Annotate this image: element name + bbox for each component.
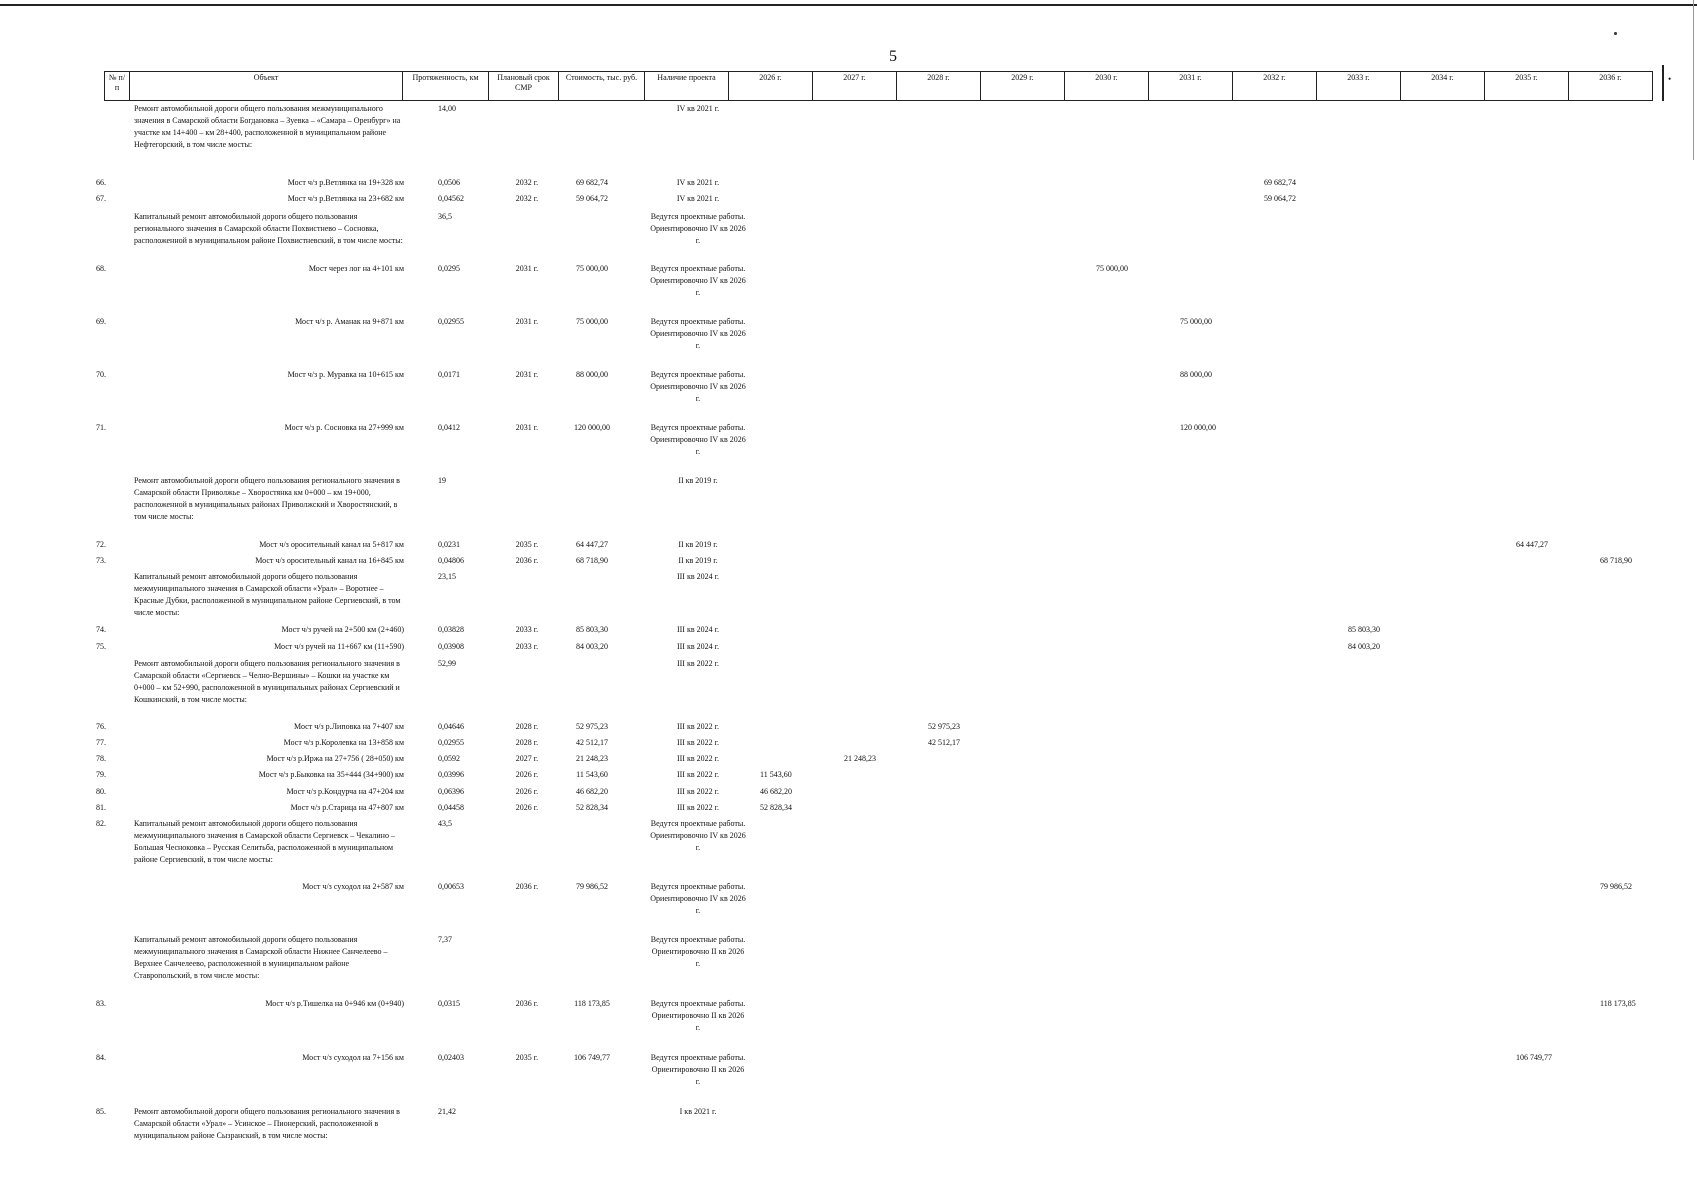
cost-value: 52 975,23	[576, 722, 608, 731]
length-km: 0,04646	[438, 722, 464, 731]
group-object-title: Ремонт автомобильной дороги общего пользования межмуниципального значения в Самарской области Богдановка – Зуевка – «Самара – Оренбург» на участке км 14+400 – км 28+400, расположенной в муниципальном районе Нефтегорский, в том числе мосты:	[134, 104, 401, 149]
bridge-object: Мост ч/з р.Иржа на 27+756 ( 28+050) км	[266, 754, 404, 763]
project-status: Ведутся проектные работы. Ориентировочно IV кв 2026 г.	[650, 819, 746, 852]
cost-value: 79 986,52	[576, 882, 608, 891]
length-km: 7,37	[438, 935, 452, 944]
project-status: Ведутся проектные работы. Ориентировочно IV кв 2026 г.	[650, 423, 746, 456]
row-number: 71.	[96, 423, 106, 432]
bridge-object: Мост ч/з р. Аманак на 9+871 км	[295, 317, 404, 326]
year-amount: 21 248,23	[844, 754, 876, 763]
header-year-2035: 2035 г.	[1485, 72, 1569, 101]
year-amount: 85 803,30	[1348, 625, 1380, 634]
plan-term: 2031 г.	[515, 317, 539, 326]
project-status: IV кв 2021 г.	[676, 104, 720, 113]
plan-term: 2036 г.	[515, 882, 539, 891]
row-number: 75.	[96, 642, 106, 651]
length-km: 19	[438, 476, 446, 485]
length-km: 52,99	[438, 659, 456, 668]
cost-value: 59 064,72	[576, 194, 608, 203]
header-object: Объект	[130, 72, 403, 101]
length-km: 0,0231	[438, 540, 460, 549]
length-km: 0,0171	[438, 370, 460, 379]
plan-term: 2036 г.	[515, 999, 539, 1008]
year-amount: 52 828,34	[760, 803, 792, 812]
length-km: 0,0315	[438, 999, 460, 1008]
plan-term: 2032 г.	[515, 194, 539, 203]
plan-term: 2028 г.	[515, 722, 539, 731]
cost-value: 75 000,00	[576, 317, 608, 326]
project-status: IV кв 2021 г.	[676, 178, 720, 187]
project-status: II кв 2019 г.	[678, 540, 718, 549]
project-status: III кв 2022 г.	[676, 803, 720, 812]
plan-term: 2036 г.	[515, 556, 539, 565]
length-km: 0,03996	[438, 770, 464, 779]
header-year-2034: 2034 г.	[1401, 72, 1485, 101]
bridge-object: Мост ч/з р. Муравка на 10+615 км	[287, 370, 404, 379]
header-length: Протяженность, км	[403, 72, 489, 101]
length-km: 0,0412	[438, 423, 460, 432]
plan-term: 2028 г.	[515, 738, 539, 747]
header-year-2029: 2029 г.	[981, 72, 1065, 101]
plan-term: 2035 г.	[515, 540, 539, 549]
year-amount: 69 682,74	[1264, 178, 1296, 187]
bridge-object: Мост ч/з р.Королевка на 13+858 км	[283, 738, 404, 747]
cost-value: 68 718,90	[576, 556, 608, 565]
bridge-object: Мост ч/з ручей на 2+500 км (2+460)	[281, 625, 404, 634]
row-number: 69.	[96, 317, 106, 326]
cost-value: 52 828,34	[576, 803, 608, 812]
length-km: 36,5	[438, 212, 452, 221]
bridge-object: Мост ч/з ручей на 11+667 км (11+590)	[274, 642, 404, 651]
header-cost: Стоимость, тыс. руб.	[559, 72, 645, 101]
year-amount: 52 975,23	[928, 722, 960, 731]
row-number: 77.	[96, 738, 106, 747]
year-amount: 68 718,90	[1600, 556, 1632, 565]
plan-term: 2033 г.	[515, 642, 539, 651]
project-status: III кв 2024 г.	[676, 572, 720, 581]
bridge-object: Мост ч/з р.Быковка на 35+444 (34+900) км	[258, 770, 404, 779]
header-plan-term: Плановый срок СМР	[489, 72, 559, 101]
plan-term: 2031 г.	[515, 264, 539, 273]
length-km: 0,02955	[438, 738, 464, 747]
length-km: 0,0592	[438, 754, 460, 763]
length-km: 0,02403	[438, 1053, 464, 1062]
header-year-2027: 2027 г.	[813, 72, 897, 101]
cost-value: 46 682,20	[576, 787, 608, 796]
plan-term: 2026 г.	[515, 803, 539, 812]
group-object-title: Капитальный ремонт автомобильной дороги общего пользования межмуниципального значения в Самарской области Сергиевск – Чекалино – Большая Чесноковка – Русская Селитьба, расположенной в муниципальном районе Сергиевский, в том числе мосты:	[134, 819, 395, 864]
row-number: 82.	[96, 819, 106, 828]
plan-term: 2026 г.	[515, 787, 539, 796]
year-amount: 42 512,17	[928, 738, 960, 747]
year-amount: 88 000,00	[1180, 370, 1212, 379]
row-number: 79.	[96, 770, 106, 779]
header-year-2033: 2033 г.	[1317, 72, 1401, 101]
project-status: II кв 2019 г.	[678, 476, 718, 485]
cost-value: 118 173,85	[574, 999, 610, 1008]
year-amount: 75 000,00	[1096, 264, 1128, 273]
year-amount: 75 000,00	[1180, 317, 1212, 326]
year-amount: 59 064,72	[1264, 194, 1296, 203]
plan-term: 2032 г.	[515, 178, 539, 187]
bridge-object: Мост ч/з р.Кондурча на 47+204 км	[286, 787, 404, 796]
cost-value: 11 543,60	[576, 770, 608, 779]
row-number: 72.	[96, 540, 106, 549]
header-num: № п/п	[105, 72, 130, 101]
project-status: Ведутся проектные работы. Ориентировочно II кв 2026 г.	[650, 935, 746, 968]
project-status: I кв 2021 г.	[679, 1107, 717, 1116]
row-number: 84.	[96, 1053, 106, 1062]
row-number: 74.	[96, 625, 106, 634]
header-year-2031: 2031 г.	[1149, 72, 1233, 101]
length-km: 0,03908	[438, 642, 464, 651]
project-status: Ведутся проектные работы. Ориентировочно IV кв 2026 г.	[650, 317, 746, 350]
project-status: Ведутся проектные работы. Ориентировочно II кв 2026 г.	[650, 1053, 746, 1086]
length-km: 0,0295	[438, 264, 460, 273]
row-number: 78.	[96, 754, 106, 763]
plan-term: 2035 г.	[515, 1053, 539, 1062]
project-status: III кв 2022 г.	[676, 754, 720, 763]
year-amount: 11 543,60	[760, 770, 792, 779]
project-status: Ведутся проектные работы. Ориентировочно IV кв 2026 г.	[650, 212, 746, 245]
year-amount: 64 447,27	[1516, 540, 1548, 549]
bridge-object: Мост ч/з р. Сосновка на 27+999 км	[284, 423, 404, 432]
bridge-object: Мост ч/з р.Липовка на 7+407 км	[294, 722, 404, 731]
header-year-2028: 2028 г.	[897, 72, 981, 101]
row-number: 73.	[96, 556, 106, 565]
project-status: III кв 2022 г.	[676, 722, 720, 731]
row-number: 66.	[96, 178, 106, 187]
bridge-object: Мост ч/з р.Ветлянка на 23+682 км	[287, 194, 404, 203]
bridge-object: Мост через лог на 4+101 км	[308, 264, 404, 273]
header-year-2036: 2036 г.	[1569, 72, 1653, 101]
project-status: II кв 2019 г.	[678, 556, 718, 565]
bridge-object: Мост ч/з р.Старица на 47+807 км	[290, 803, 404, 812]
group-object-title: Ремонт автомобильной дороги общего пользования регионального значения в Самарской области «Урал» – Усинское – Пионерский, расположенной в муниципальном районе Сызранский, в том числе мосты:	[134, 1107, 400, 1140]
bridge-object: Мост ч/з р.Тишелка на 0+946 км (0+940)	[265, 999, 404, 1008]
plan-term: 2031 г.	[515, 423, 539, 432]
group-object-title: Ремонт автомобильной дороги общего пользования регионального значения в Самарской области Приволжье – Хворостянка км 0+000 – км 19+000, расположенной в муниципальных районах Приволжский и Хворостянский, в том числе мосты:	[134, 476, 400, 521]
length-km: 0,06396	[438, 787, 464, 796]
bridge-object: Мост ч/з р.Ветлянка на 19+328 км	[287, 178, 404, 187]
cost-value: 88 000,00	[576, 370, 608, 379]
length-km: 0,03828	[438, 625, 464, 634]
length-km: 0,00653	[438, 882, 464, 891]
cost-value: 120 000,00	[574, 423, 610, 432]
cost-value: 42 512,17	[576, 738, 608, 747]
plan-term: 2027 г.	[515, 754, 539, 763]
project-status: Ведутся проектные работы. Ориентировочно IV кв 2026 г.	[650, 370, 746, 403]
cost-value: 106 749,77	[574, 1053, 610, 1062]
cost-value: 21 248,23	[576, 754, 608, 763]
row-number: 68.	[96, 264, 106, 273]
plan-term: 2026 г.	[515, 770, 539, 779]
group-object-title: Капитальный ремонт автомобильной дороги общего пользования межмуниципального значения в Самарской области Нижнее Санчелеево – Верхнее Санчелеево, расположенной в муниципальном районе Ставропольский, в том числе мосты:	[134, 935, 388, 980]
year-amount: 106 749,77	[1516, 1053, 1552, 1062]
length-km: 0,04458	[438, 803, 464, 812]
plan-term: 2033 г.	[515, 625, 539, 634]
row-number: 67.	[96, 194, 106, 203]
row-number: 83.	[96, 999, 106, 1008]
group-object-title: Капитальный ремонт автомобильной дороги общего пользования регионального значения в Самарской области Похвистнево – Сосновка, расположенной в муниципальном районе Похвистневский, в том числе мосты:	[134, 212, 403, 245]
year-amount: 84 003,20	[1348, 642, 1380, 651]
project-status: Ведутся проектные работы. Ориентировочно II кв 2026 г.	[650, 999, 746, 1032]
header-project: Наличие проекта	[645, 72, 729, 101]
header-year-2032: 2032 г.	[1233, 72, 1317, 101]
project-status: Ведутся проектные работы. Ориентировочно IV кв 2026 г.	[650, 264, 746, 297]
length-km: 0,02955	[438, 317, 464, 326]
length-km: 21,42	[438, 1107, 456, 1116]
plan-term: 2031 г.	[515, 370, 539, 379]
length-km: 0,04562	[438, 194, 464, 203]
row-number: 81.	[96, 803, 106, 812]
bridge-object: Мост ч/з оросительный канал на 16+845 км	[255, 556, 404, 565]
cost-value: 69 682,74	[576, 178, 608, 187]
page-number: 5	[889, 48, 897, 65]
cost-value: 64 447,27	[576, 540, 608, 549]
group-object-title: Капитальный ремонт автомобильной дороги общего пользования межмуниципального значения в Самарской области «Урал» – Воротнее – Красные Дубки, расположенной в муниципальном районе Сергиевский, в том числе мосты:	[134, 572, 401, 617]
project-status: III кв 2024 г.	[676, 642, 720, 651]
year-amount: 79 986,52	[1600, 882, 1632, 891]
year-amount: 46 682,20	[760, 787, 792, 796]
row-number: 70.	[96, 370, 106, 379]
row-number: 76.	[96, 722, 106, 731]
row-number: 80.	[96, 787, 106, 796]
length-km: 14,00	[438, 104, 456, 113]
cost-value: 75 000,00	[576, 264, 608, 273]
header-year-2026: 2026 г.	[729, 72, 813, 101]
project-status: IV кв 2021 г.	[676, 194, 720, 203]
length-km: 0,0506	[438, 178, 460, 187]
row-number: 85.	[96, 1107, 106, 1116]
header-year-2030: 2030 г.	[1065, 72, 1149, 101]
bridge-object: Мост ч/з суходол на 2+587 км	[302, 882, 404, 891]
bridge-object: Мост ч/з оросительный канал на 5+817 км	[259, 540, 404, 549]
cost-value: 85 803,30	[576, 625, 608, 634]
year-amount: 120 000,00	[1180, 423, 1216, 432]
cost-value: 84 003,20	[576, 642, 608, 651]
year-amount: 118 173,85	[1600, 999, 1636, 1008]
margin-mark: •	[1668, 74, 1672, 84]
length-km: 43,5	[438, 819, 452, 828]
project-status: III кв 2024 г.	[676, 625, 720, 634]
length-km: 23,15	[438, 572, 456, 581]
project-status: Ведутся проектные работы. Ориентировочно IV кв 2026 г.	[650, 882, 746, 915]
bridge-object: Мост ч/з суходол на 7+156 км	[302, 1053, 404, 1062]
group-object-title: Ремонт автомобильной дороги общего пользования регионального значения в Самарской области «Сергиевск – Челно-Вершины» – Кошки на участке км 0+000 – км 52+990, расположенной в муниципальных районах Сергиевский и Кошкинский, в том числе мосты:	[134, 659, 400, 704]
project-status: III кв 2022 г.	[676, 659, 720, 668]
project-status: III кв 2022 г.	[676, 770, 720, 779]
project-status: III кв 2022 г.	[676, 787, 720, 796]
project-status: III кв 2022 г.	[676, 738, 720, 747]
length-km: 0,04806	[438, 556, 464, 565]
